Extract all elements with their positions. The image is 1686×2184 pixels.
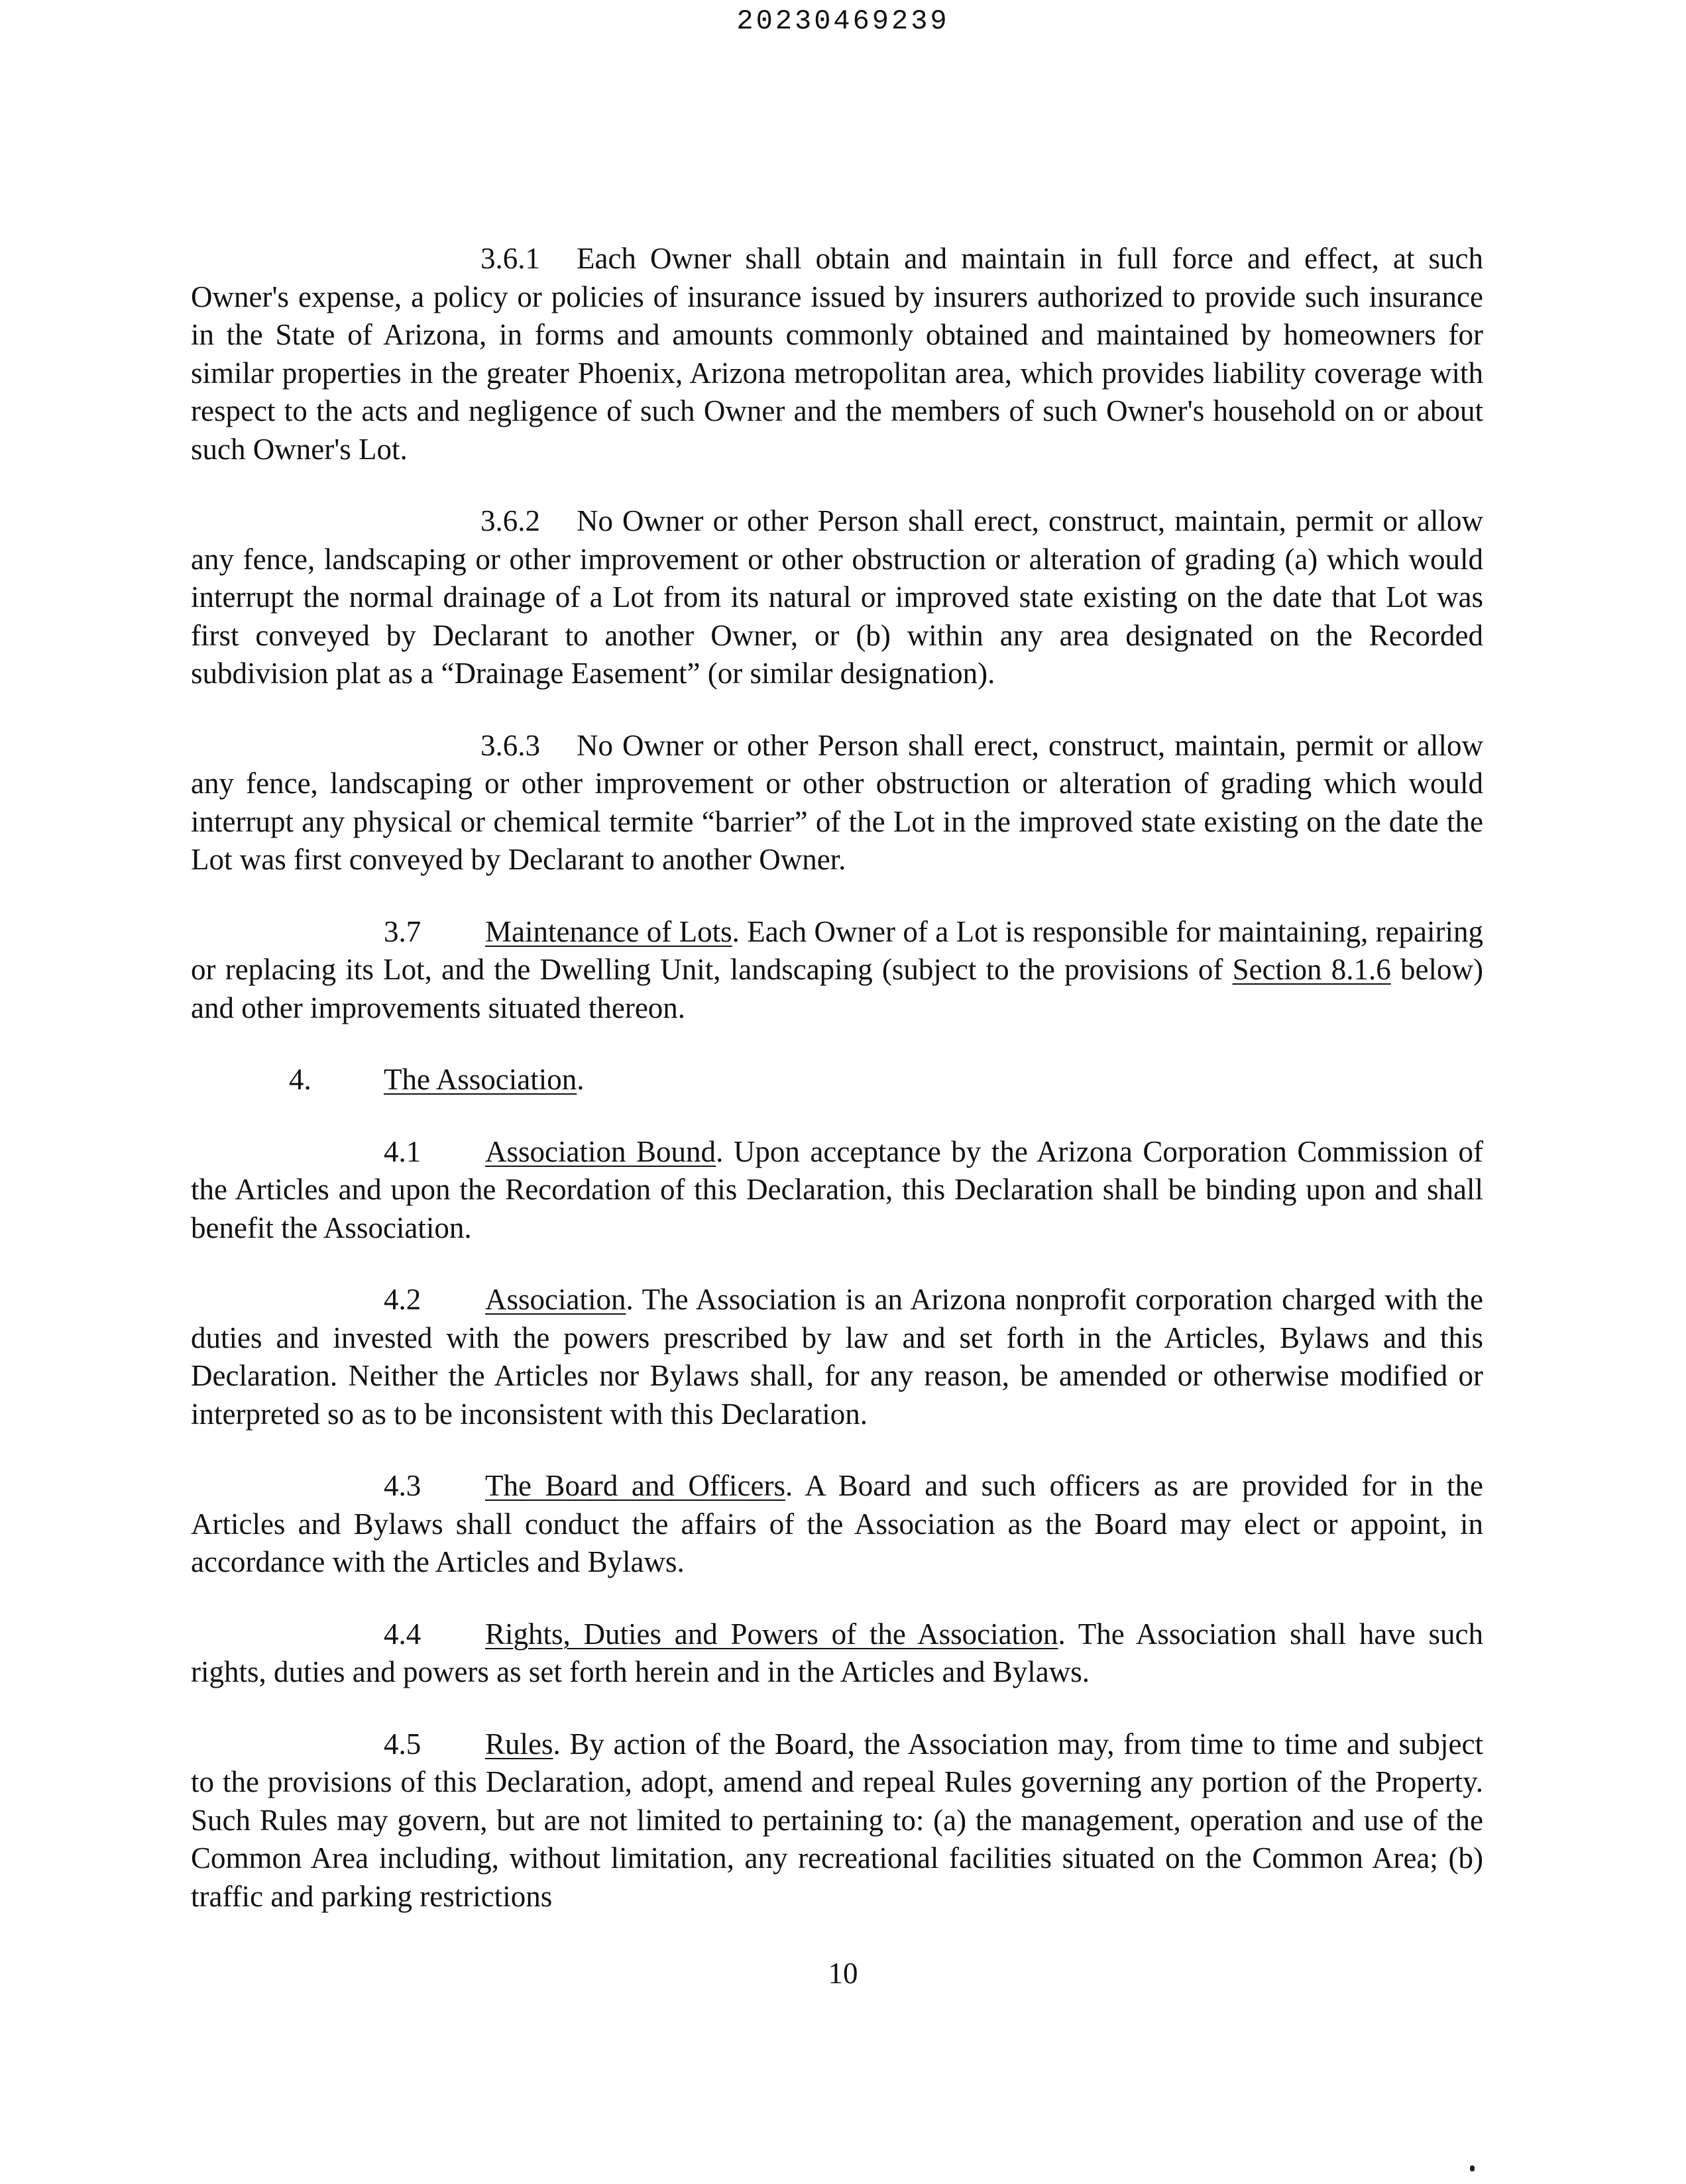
section-heading: Rights, Duties and Powers of the Association	[485, 1617, 1058, 1651]
paragraph-text-continued: below) and other improvements situated thereon.	[191, 953, 1483, 1024]
section-heading: The Board and Officers	[485, 1469, 785, 1502]
section-heading: Maintenance of Lots	[485, 914, 732, 948]
section-number: 3.6.3	[480, 728, 540, 762]
paragraph-text: No Owner or other Person shall erect, construct, maintain, permit or allow any fence, landscaping or other improvement or other obstruction or alteration of grading which would interrupt any physical or chemical termite “barrier” of the Lot in the improved state existing on the date the Lot was first conveyed by Declarant to another Owner.	[191, 728, 1483, 876]
article-title-suffix: .	[577, 1063, 585, 1096]
paragraph-4-4	[191, 1615, 1483, 1692]
paragraph-3-7	[191, 913, 1483, 1028]
paragraph-4-3	[191, 1467, 1483, 1582]
paragraph-4-5	[191, 1725, 1483, 1916]
paragraph-text: . The Association is an Arizona nonprofit corporation charged with the duties and invested with the powers prescribed by law and set forth in the Articles, Bylaws and this Declaration. Neither the Articles nor Bylaws shall, for any reason, be amended or otherwise modified or interpreted so as to be inconsistent with this Declaration.	[191, 1283, 1483, 1431]
paragraph-4-1	[191, 1133, 1483, 1248]
paragraph-3-6-3	[191, 727, 1483, 879]
paragraph-text: . The Association shall have such rights, duties and powers as set forth herein and in the Articles and Bylaws.	[191, 1617, 1483, 1688]
section-number: 4.4	[384, 1617, 422, 1651]
recording-number: 20230469239	[736, 5, 950, 37]
document-body	[191, 240, 1483, 1916]
section-heading: Rules	[485, 1727, 553, 1761]
paragraph-text: . Upon acceptance by the Arizona Corporation Commission of the Articles and upon the Recordation of this Declaration, this Declaration shall be binding upon and shall benefit the Association.	[191, 1134, 1484, 1244]
section-heading: Association Bound	[485, 1134, 716, 1168]
article-4-heading	[191, 1061, 1483, 1099]
section-reference: Section 8.1.6	[1232, 953, 1391, 986]
section-number: 4.5	[384, 1727, 422, 1761]
article-number: 4.	[289, 1063, 311, 1096]
section-number: 4.2	[384, 1283, 422, 1316]
page-number: 10	[828, 1957, 858, 1990]
paragraph-text: . Each Owner of a Lot is responsible for maintaining, repairing or replacing its Lot, and the Dwelling Unit, landscaping (subject to the provisions of	[191, 914, 1483, 986]
section-heading: Association	[485, 1283, 626, 1316]
section-number: 4.3	[384, 1469, 422, 1502]
paragraph-text: . By action of the Board, the Association may, from time to time and subject to the provisions of this Declaration, adopt, amend and repeal Rules governing any portion of the Property. Such Rules may govern, but are not limited to pertaining to: (a) the management, operation and use of the Common Area including, without limitation, any recreational facilities situated on the Common Area; (b) traffic and parking restrictions	[191, 1727, 1483, 1913]
paragraph-4-2	[191, 1281, 1483, 1433]
paragraph-text: . A Board and such officers as are provided for in the Articles and Bylaws shall conduct the affairs of the Association as the Board may elect or appoint, in accordance with the Articles and Bylaws.	[191, 1469, 1483, 1578]
section-number: 3.7	[384, 914, 422, 948]
paragraph-text: Each Owner shall obtain and maintain in full force and effect, at such Owner's expense, a policy or policies of insurance issued by insurers authorized to provide such insurance in the State of Arizona, in forms and amounts commonly obtained and maintained by homeowners for similar properties in the greater Phoenix, Arizona metropolitan area, which provides liability coverage with respect to the acts and negligence of such Owner and the members of such Owner's household on or about such Owner's Lot.	[191, 242, 1483, 466]
section-number: 3.6.2	[480, 504, 540, 537]
section-number: 4.1	[384, 1134, 422, 1168]
section-number: 3.6.1	[480, 242, 540, 275]
paragraph-3-6-2	[191, 502, 1483, 693]
paragraph-text: No Owner or other Person shall erect, construct, maintain, permit or allow any fence, landscaping or other improvement or other obstruction or alteration of grading (a) which would interrupt the normal drainage of a Lot from its natural or improved state existing on the date that Lot was first conveyed by Declarant to another Owner, or (b) within any area designated on the Recorded subdivision plat as a “Drainage Easement” (or similar designation).	[191, 504, 1483, 690]
paragraph-3-6-1	[191, 240, 1483, 468]
article-title: The Association	[384, 1063, 577, 1096]
scan-speck	[1470, 2165, 1475, 2171]
